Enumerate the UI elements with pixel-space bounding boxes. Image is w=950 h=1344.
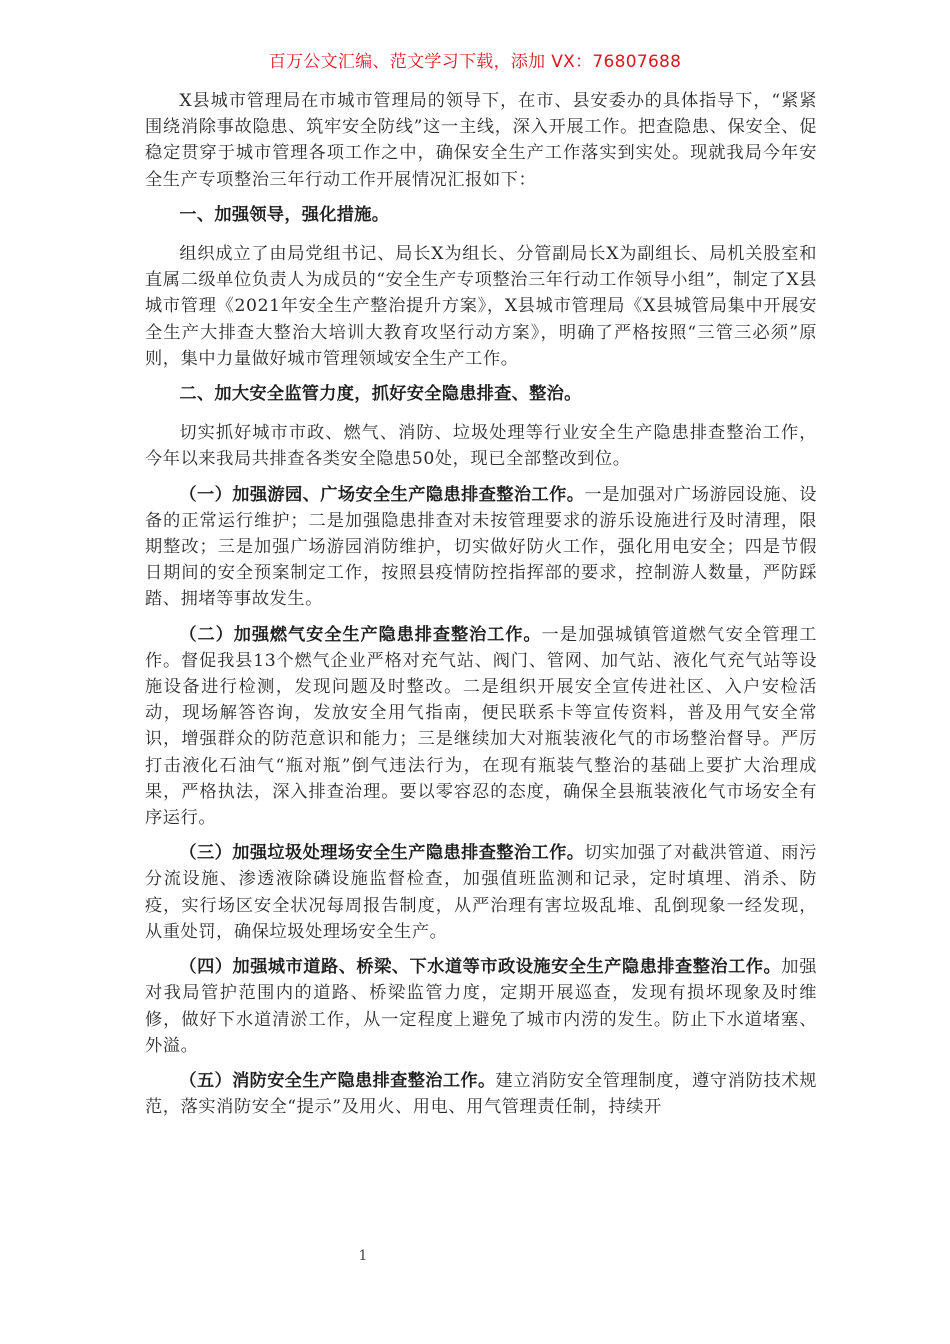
page-number: 1 [358,1248,368,1264]
subsection-5 [145,1068,817,1120]
section-2-heading: 二、加大安全监管力度，抓好安全隐患排查、整治。 [179,384,582,405]
subsection-4 [145,954,817,1059]
section-2-body: 切实抓好城市市政、燃气、消防、垃圾处理等行业安全生产隐患排查整治工作，今年以来我局共排查各类安全隐患50处，现已全部整改到位。 [145,423,817,470]
subsection-title: （三）加强垃圾处理场安全生产隐患排查整治工作。 [179,843,585,864]
subsection-1 [145,482,817,613]
subsection-text: 建立消防安全管理制度，遵守消防技术规范，落实消防安全“提示”及用火、用电、用气管理责任制，持续开 [145,1070,817,1118]
section-1-heading: 一、加强领导，强化措施。 [179,204,390,225]
subsection-title: （一）加强游园、广场安全生产隐患排查整治工作。 [179,484,585,505]
document-body [145,88,817,1129]
subsection-2 [145,622,817,832]
subsection-title: （二）加强燃气安全生产隐患排查整治工作。 [179,624,542,645]
subsection-title: （五）消防安全生产隐患排查整治工作。 [179,1070,496,1091]
download-banner: 百万公文汇编、范文学习下载，添加 VX：76807688 [268,52,682,72]
subsection-title: （四）加强城市道路、桥梁、下水道等市政设施安全生产隐患排查整治工作。 [179,957,782,978]
subsection-text: 一是加强对广场游园设施、设备的正常运行维护；二是加强隐患排查对未按管理要求的游乐设施进行及时清理，限期整改；三是加强广场游园消防维护，切实做好防火工作，强化用电安全；四是节假日期间的安全预案制定工作，按照县疫情防控指挥部的要求，控制游人数量，严防踩踏、拥堵等事故发生。 [145,484,817,610]
subsection-text: 加强对我局管护范围内的道路、桥梁监管力度，定期开展巡查，发现有损坏现象及时维修，做好下水道清淤工作，从一定程度上避免了城市内涝的发生。防止下水道堵塞、外溢。 [145,957,818,1056]
subsection-3 [145,840,817,945]
intro-paragraph: X县城市管理局在市城市管理局的领导下，在市、县安委办的具体指导下，“紧紧围绕消除事故隐患、筑牢安全防线”这一主线，深入开展工作。把查隐患、保安全、促稳定贯穿于城市管理各项工作之中，确保安全生产工作落实到实处。现就我局今年安全生产专项整治三年行动工作开展情况汇报如下： [145,91,817,190]
subsection-text: 一是加强城镇管道燃气安全管理工作。督促我县13个燃气企业严格对充气站、阀门、管网、加气站、液化气充气站等设施设备进行检测，发现问题及时整改。二是组织开展安全宣传进社区、入户安检活动，现场解答咨询，发放安全用气指南，便民联系卡等宣传资料，普及用气安全常识，增强群众的防范意识和能力；三是继续加大对瓶装液化气的市场整治督导。严厉打击液化石油气“瓶对瓶”倒气违法行为，在现有瓶装气整治的基础上要扩大治理成果，严格执法，深入排查治理。要以零容忍的态度，确保全县瓶装液化气市场安全有序运行。 [145,624,817,829]
subsection-text: 切实加强了对截洪管道、雨污分流设施、渗透液除磷设施监督检查，加强值班监测和记录，定时填埋、消杀、防疫，实行场区安全状况每周报告制度，从严治理有害垃圾乱堆、乱倒现象一经发现，从重处罚，确保垃圾处理场安全生产。 [145,843,817,942]
section-1-body: 组织成立了由局党组书记、局长X为组长、分管副局长X为副组长、局机关股室和直属二级单位负责人为成员的“安全生产专项整治三年行动工作领导小组”，制定了X县城市管理《2021年安全生产整治提升方案》，X县城市管理局《X县城管局集中开展安全生产大排查大整治大培训大教育攻坚行动方案》，明确了严格按照“三管三必须”原则，集中力量做好城市管理领域安全生产工作。 [145,244,817,369]
